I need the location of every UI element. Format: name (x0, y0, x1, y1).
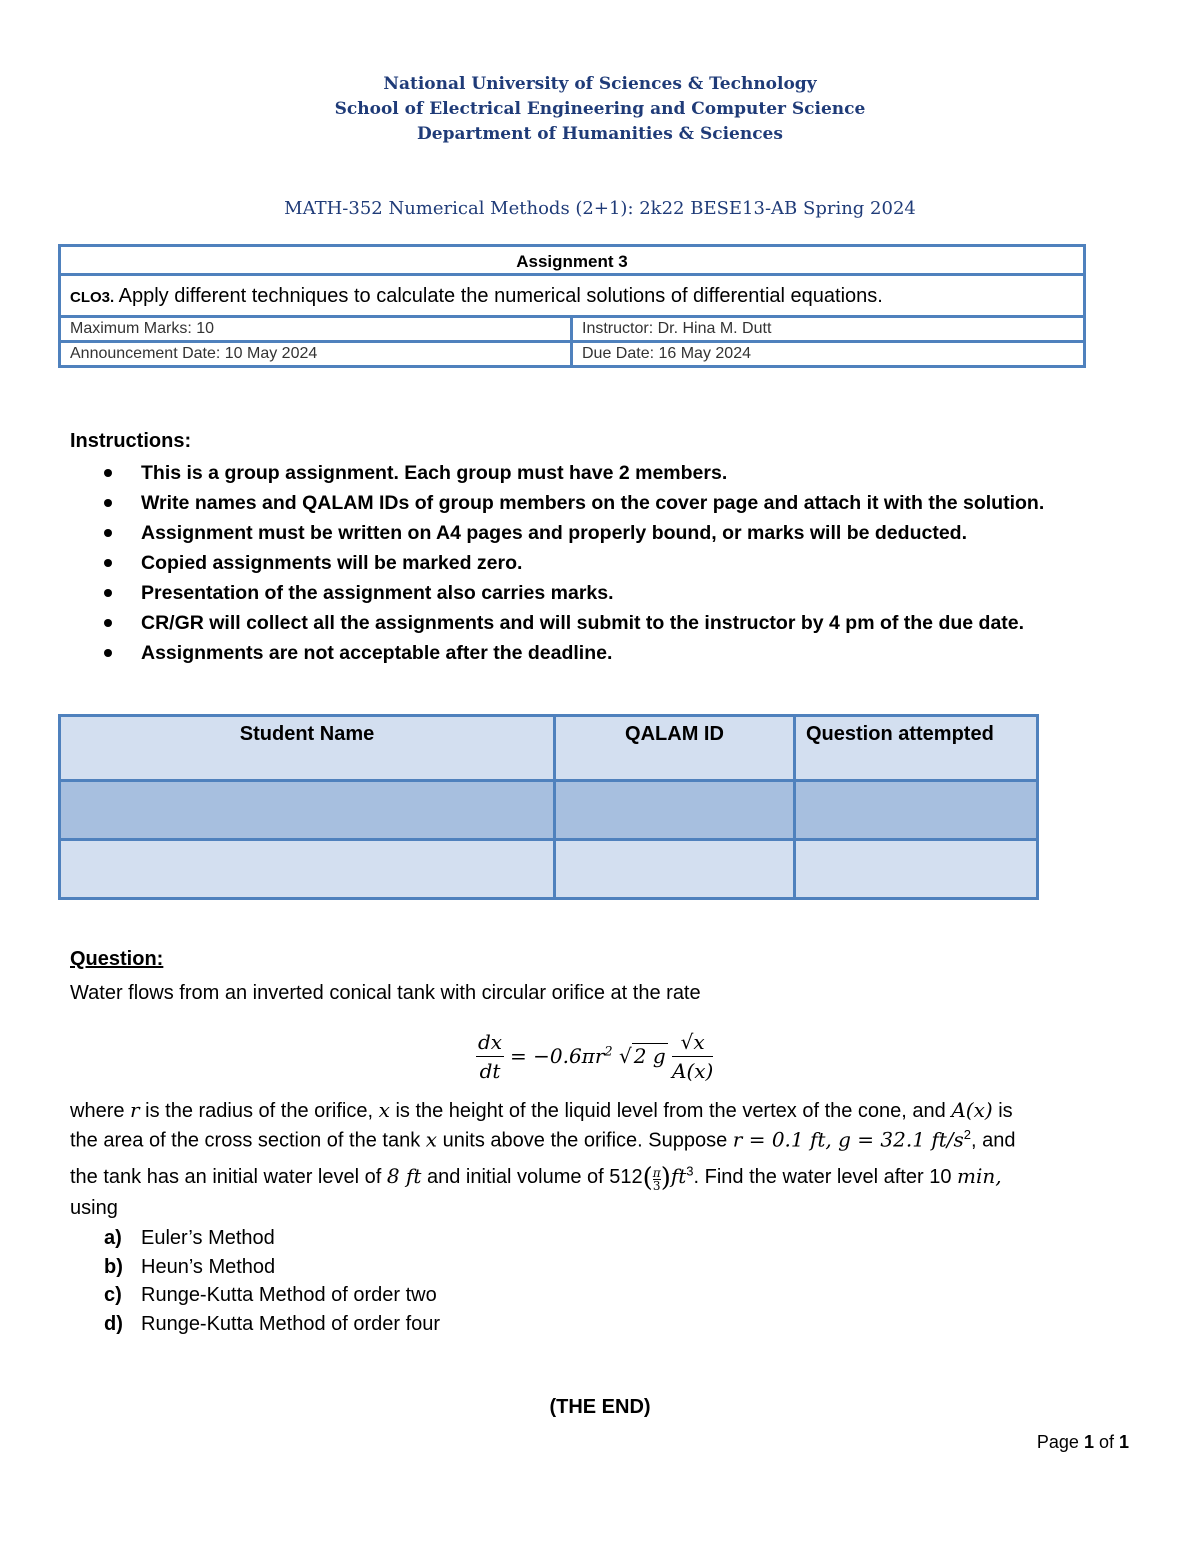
fraction-numerator: dx (476, 1030, 504, 1057)
course-title: MATH-352 Numerical Methods (2+1): 2k22 BESE13-AB Spring 2024 (284, 198, 916, 219)
instruction-text: Write names and QALAM IDs of group members on the cover page and attach it with the solution. (141, 492, 1045, 514)
due-date: Due Date: 16 May 2024 (582, 345, 751, 362)
student-name-cell[interactable] (60, 840, 555, 899)
question-line-1: where r is the radius of the orifice, x is the height of the liquid level from the vertex of the cone, and A(x) is (70, 1098, 1013, 1122)
end-marker: (THE END) (549, 1396, 651, 1418)
bullet-icon (104, 559, 112, 567)
instruction-text: Assignment must be written on A4 pages and properly bound, or marks will be deducted. (141, 522, 967, 544)
qalam-id-cell[interactable] (555, 840, 795, 899)
page-number: Page 1 of 1 (1036, 1432, 1129, 1452)
method-options (104, 1224, 440, 1338)
school-name: School of Electrical Engineering and Computer Science (334, 99, 866, 119)
question-line-4: using (70, 1197, 118, 1219)
instruction-text: Assignments are not acceptable after the deadline. (141, 642, 613, 664)
table-row (60, 781, 1038, 840)
fraction-denominator: A(x) (672, 1059, 714, 1083)
university-name: National University of Sciences & Technology (383, 74, 817, 94)
bullet-icon (104, 469, 112, 477)
equation-rhs: = $-0.6\pi r^2$ √ 2 g (510, 1044, 666, 1068)
list-item (104, 578, 1044, 608)
list-item (104, 458, 1044, 488)
equation-coefficient: = −0.6πr (510, 1044, 605, 1068)
student-table (58, 714, 1039, 900)
instructions-title: Instructions: (70, 430, 192, 452)
bullet-icon (104, 529, 112, 537)
question-intro: Water flows from an inverted conical tank with circular orifice at the rate (70, 982, 701, 1004)
bullet-icon (104, 649, 112, 657)
bullet-icon (104, 619, 112, 627)
list-item: b) Heun’s Method (104, 1255, 276, 1278)
instructions-list (104, 458, 1044, 668)
marks-row (61, 318, 1083, 343)
table-row (60, 840, 1038, 899)
list-item: a) Euler’s Method (104, 1227, 275, 1249)
list-item (104, 608, 1044, 638)
bullet-icon (104, 589, 112, 597)
clo-text: Apply different techniques to calculate the numerical solutions of differential equations. (114, 285, 883, 307)
exponent: 2 (604, 1044, 613, 1060)
department-name: Department of Humanities & Sciences (417, 124, 783, 144)
instruction-text: Copied assignments will be marked zero. (141, 552, 523, 574)
student-name-header: Student Name (60, 716, 555, 781)
assignment-info-box (58, 244, 1086, 368)
list-item (104, 518, 1044, 548)
qalam-id-header: QALAM ID (555, 716, 795, 781)
instruction-text: This is a group assignment. Each group must have 2 members. (141, 462, 728, 484)
list-item: d) Runge-Kutta Method of order four (104, 1312, 441, 1335)
question-attempted-cell[interactable] (795, 840, 1038, 899)
fraction-numerator: √x (672, 1030, 713, 1057)
list-item: c) Runge-Kutta Method of order two (104, 1284, 437, 1306)
instructor: Instructor: Dr. Hina M. Dutt (582, 320, 772, 337)
question-title: Question: (70, 948, 164, 970)
radicand: 2 g (633, 1044, 666, 1068)
question-line-3: the tank has an initial water level of 8 ft and initial volume of 512( $\frac{\pi}{3}$ )$ft^3$. Find the water level after 10 min, (70, 1163, 1002, 1193)
question-attempted-header: Question attempted (795, 716, 1038, 781)
dxdt-fraction (476, 1030, 504, 1083)
student-name-cell[interactable] (60, 781, 555, 840)
list-item (104, 548, 1044, 578)
clo-row (61, 276, 1083, 318)
list-item (104, 488, 1044, 518)
qalam-id-cell[interactable] (555, 781, 795, 840)
fraction-denominator: dt (479, 1059, 501, 1083)
dates-row (61, 343, 1083, 368)
instruction-text: CR/GR will collect all the assignments and will submit to the instructor by 4 pm of the due date. (141, 612, 1025, 634)
instruction-text: Presentation of the assignment also carries marks. (141, 582, 614, 604)
sqrt-over-area-fraction (672, 1030, 713, 1083)
assignment-title: Assignment 3 (61, 247, 1083, 276)
table-header-row (60, 716, 1038, 781)
list-item (104, 638, 1044, 668)
max-marks: Maximum Marks: 10 (61, 318, 573, 340)
question-attempted-cell[interactable] (795, 781, 1038, 840)
question-line-2: the area of the cross section of the tank x units above the orifice. Suppose r = 0.1 ft, g = 32.1 $ft/s^2$, and (70, 1127, 1016, 1152)
announcement-date: Announcement Date: 10 May 2024 (61, 343, 573, 365)
bullet-icon (104, 499, 112, 507)
clo-code: CLO3. (70, 289, 115, 306)
